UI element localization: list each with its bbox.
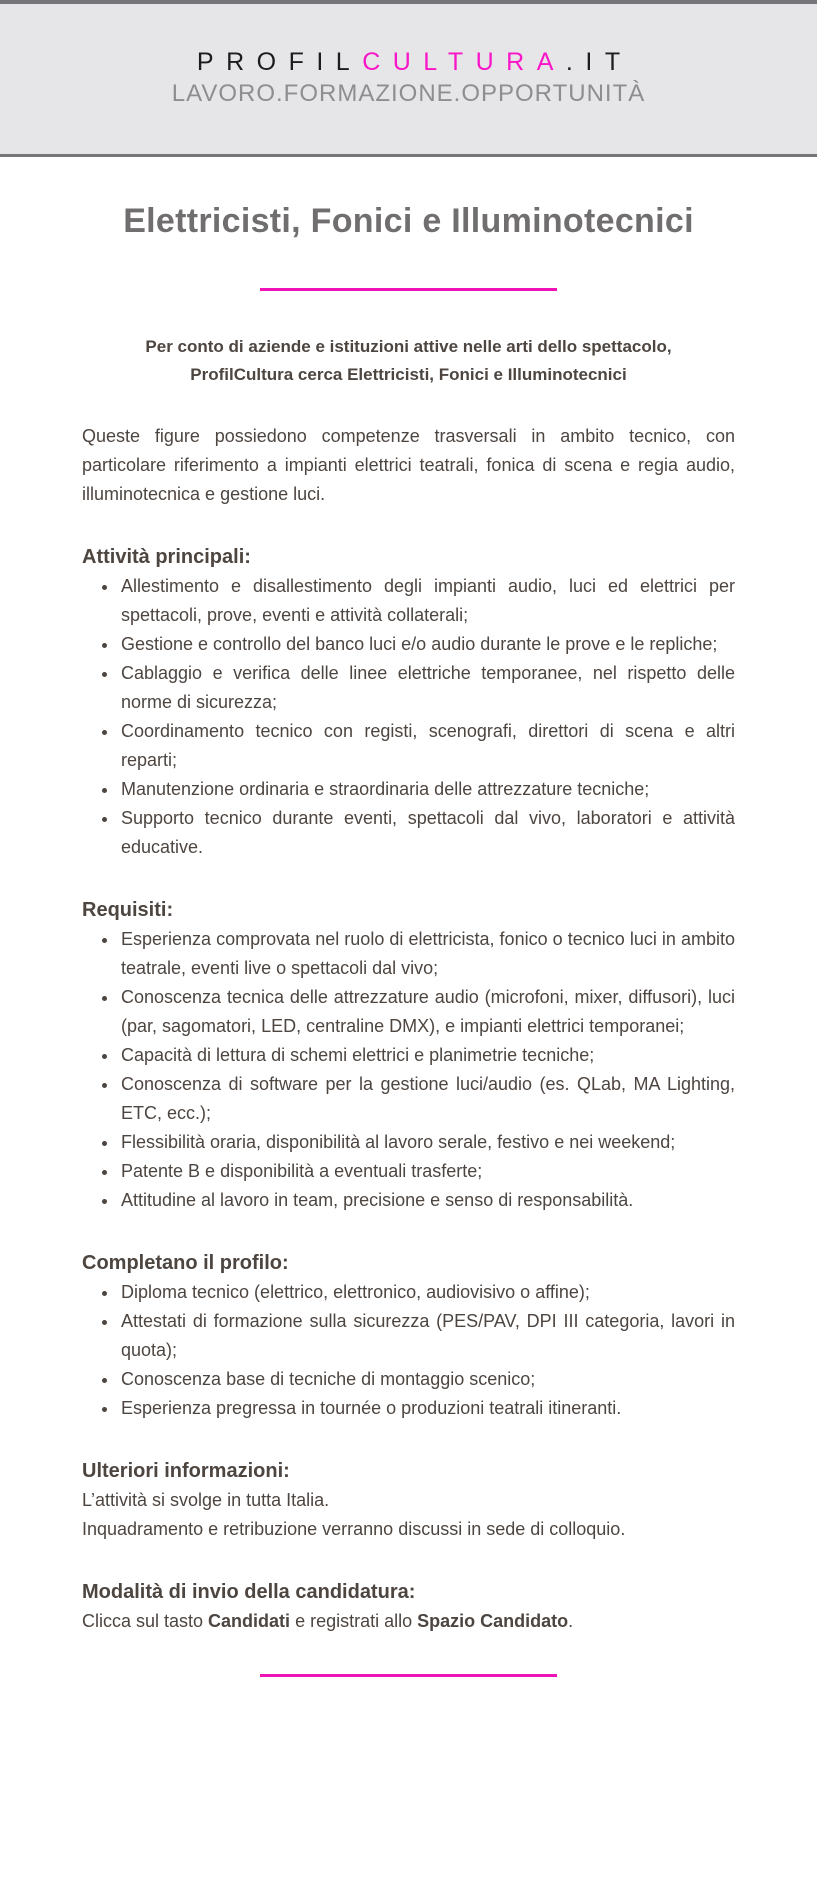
bullet-item: • Manutenzione ordinaria e straordinaria delle attrezzature tecniche; <box>119 775 735 804</box>
bullet-item: • Diploma tecnico (elettrico, elettronico, audiovisivo o affine); <box>119 1278 735 1307</box>
logo-text-it: .IT <box>565 48 633 76</box>
section-heading: Attività principali: <box>82 545 251 568</box>
bullet-item: • Patente B e disponibilità a eventuali trasferte; <box>119 1157 735 1186</box>
job-lead <box>82 333 735 389</box>
section-paragraph: L’attività si svolge in tutta Italia. <box>82 1489 330 1510</box>
bullet-item: • Conoscenza di software per la gestione luci/audio (es. QLab, MA Lighting, ETC, ecc.); <box>119 1070 735 1128</box>
top-divider <box>260 288 557 291</box>
job-title: Elettricisti, Fonici e Illuminotecnici <box>123 201 694 240</box>
job-section <box>82 1578 735 1636</box>
bullet-item: • Flessibilità oraria, disponibilità al lavoro serale, festivo e nei weekend; <box>119 1128 735 1157</box>
job-intro-paragraph: Queste figure possiedono competenze trasversali in ambito tecnico, con particolare riferimento a impianti elettrici teatrali, fonica di scena e regia audio, illuminotecnica e gestione luci. <box>82 425 735 504</box>
section-heading: Ulteriori informazioni: <box>82 1459 290 1482</box>
bottom-divider <box>260 1674 557 1677</box>
section-bullet-list <box>82 925 735 1215</box>
section-paragraph <box>82 1607 735 1636</box>
bullet-item: • Coordinamento tecnico con registi, scenografi, direttori di scena e altri reparti; <box>119 717 735 775</box>
site-logo[interactable] <box>13 48 817 77</box>
text-segment: e registrati allo <box>290 1610 418 1631</box>
job-section <box>82 896 735 1215</box>
bullet-item: • Supporto tecnico durante eventi, spettacoli dal vivo, laboratori e attività educative. <box>119 804 735 862</box>
bullet-item: • Conoscenza base di tecniche di montaggio scenico; <box>119 1365 735 1394</box>
logo-text-cultura: CULTURA <box>362 48 566 76</box>
site-tagline: LAVORO.FORMAZIONE.OPPORTUNITÀ <box>171 79 646 107</box>
text-segment: . <box>568 1610 574 1631</box>
bullet-item: • Allestimento e disallestimento degli impianti audio, luci ed elettrici per spettacoli, prove, eventi e attività collaterali; <box>119 572 735 630</box>
bold-keyword: Spazio Candidato <box>417 1610 569 1631</box>
bullet-item: • Gestione e controllo del banco luci e/o audio durante le prove e le repliche; <box>119 630 735 659</box>
bold-keyword: Candidati <box>208 1610 291 1631</box>
job-section <box>82 1249 735 1423</box>
bullet-item: • Esperienza pregressa in tournée o produzioni teatrali itineranti. <box>119 1394 735 1423</box>
section-paragraph: Inquadramento e retribuzione verranno discussi in sede di colloquio. <box>82 1518 626 1539</box>
bullet-item: • Attestati di formazione sulla sicurezza (PES/PAV, DPI III categoria, lavori in quota); <box>119 1307 735 1365</box>
bullet-item: • Capacità di lettura di schemi elettrici e planimetrie tecniche; <box>119 1041 735 1070</box>
bullet-item: • Attitudine al lavoro in team, precisione e senso di responsabilità. <box>119 1186 735 1215</box>
job-sections <box>82 543 735 1636</box>
bullet-item: • Conoscenza tecnica delle attrezzature audio (microfoni, mixer, diffusori), luci (par, sagomatori, LED, centraline DMX), e impianti elettrici temporanei; <box>119 983 735 1041</box>
section-bullet-list <box>82 572 735 862</box>
site-header <box>0 0 817 157</box>
section-heading: Modalità di invio della candidatura: <box>82 1580 416 1603</box>
bullet-item: • Cablaggio e verifica delle linee elettriche temporanee, nel rispetto delle norme di sicurezza; <box>119 659 735 717</box>
section-heading: Requisiti: <box>82 898 174 921</box>
text-segment: Clicca sul tasto <box>82 1610 209 1631</box>
lead-line: Per conto di aziende e istituzioni attive nelle arti dello spettacolo, <box>145 336 672 356</box>
job-content <box>82 201 735 1677</box>
logo-text-profil: PROFIL <box>196 48 363 76</box>
job-section <box>82 1457 735 1544</box>
job-section <box>82 543 735 862</box>
lead-line: ProfilCultura cerca Elettricisti, Fonici e Illuminotecnici <box>190 364 627 384</box>
section-heading: Completano il profilo: <box>82 1251 289 1274</box>
section-bullet-list <box>82 1278 735 1423</box>
bullet-item: • Esperienza comprovata nel ruolo di elettricista, fonico o tecnico luci in ambito teatrale, eventi live o spettacoli dal vivo; <box>119 925 735 983</box>
